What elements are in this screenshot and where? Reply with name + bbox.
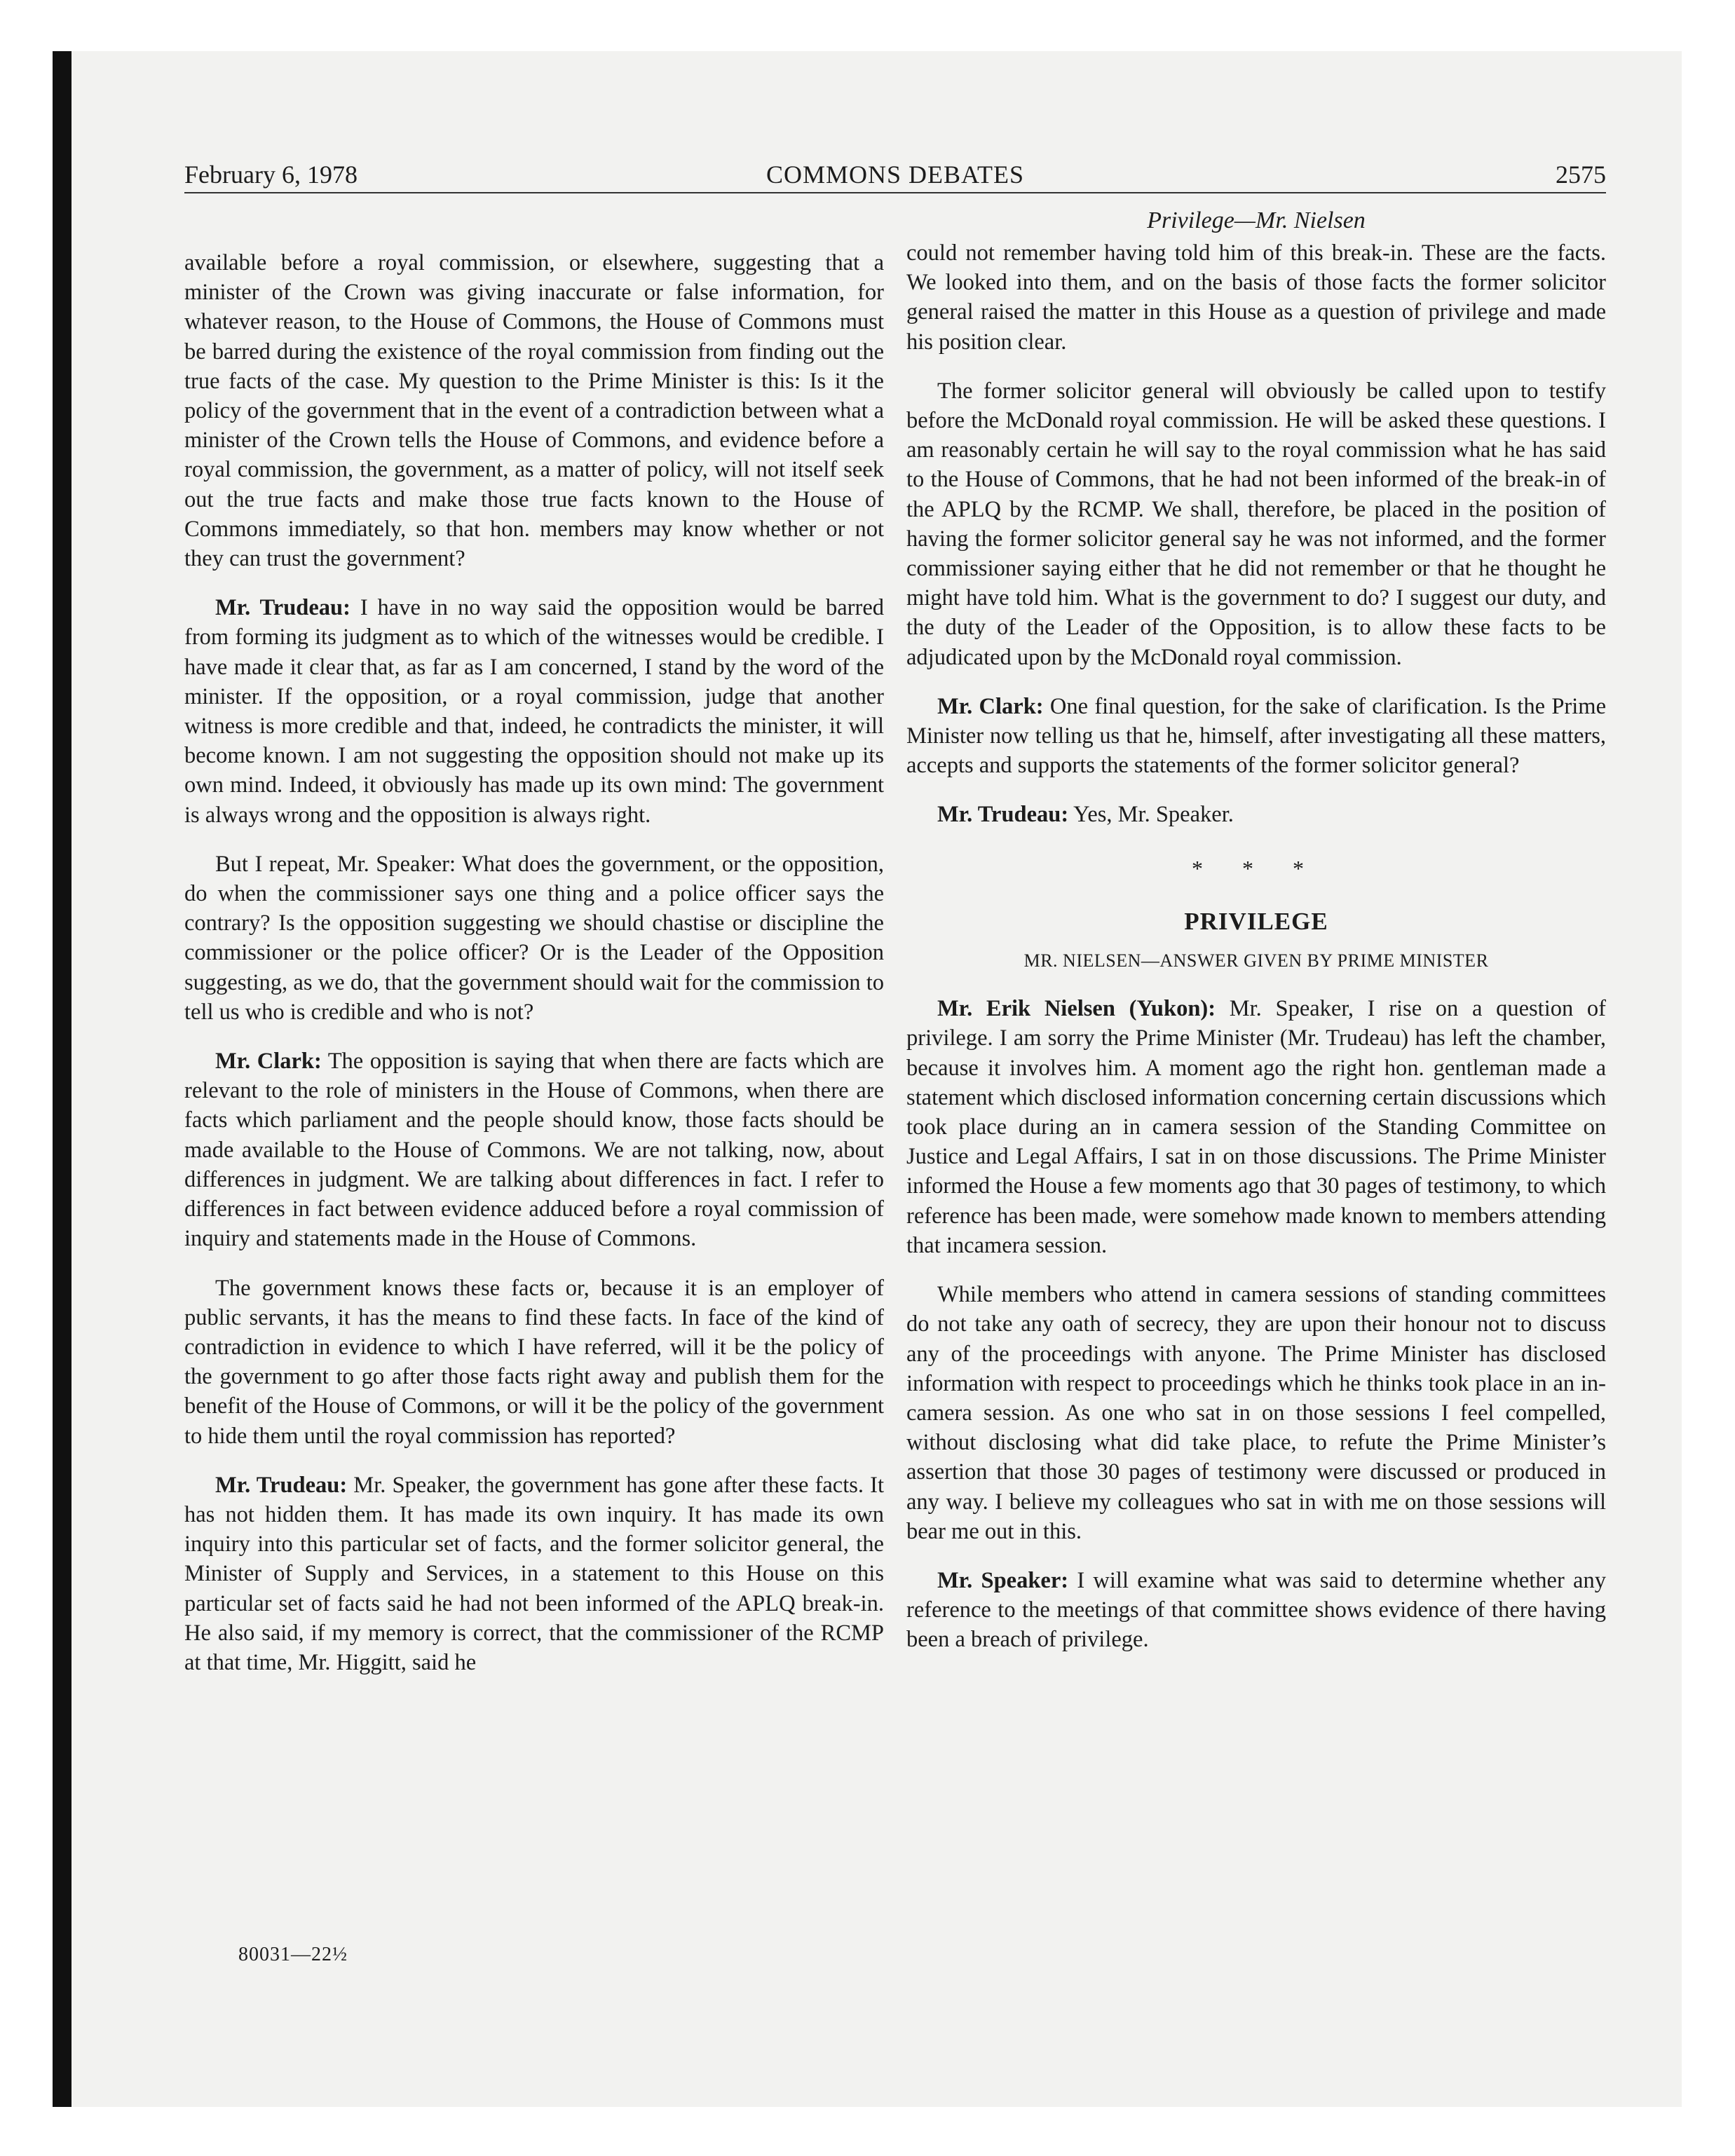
paragraph-text: available before a royal commission, or elsewhere, suggesting that a minister of the Crown was giving inaccurate or false information, for whatever reason, to the House of Commons, the House of Commons must be barred during the existence of the royal commission from finding out the true facts of the case. My question to the Prime Minister is this: Is it the policy of the government that in the event of a contradiction between what a minister of the Crown tells the House of Commons, and evidence before a royal commission, the government, as a matter of policy, will not itself seek out the true facts and make those true facts known to the House of Commons immediately, so that hon. members may know whether or not they can trust the government?	[184, 250, 884, 572]
header-date: February 6, 1978	[184, 161, 358, 189]
paragraph	[184, 1471, 884, 1677]
section-separator: * * *	[1192, 855, 1321, 881]
section-subtitle: MR. NIELSEN—ANSWER GIVEN BY PRIME MINISTER	[1023, 950, 1489, 971]
header-page-number: 2575	[1556, 161, 1606, 189]
paragraph	[184, 850, 884, 1027]
paragraph-text: The opposition is saying that when there are facts which are relevant to the role of ministers in the House of Commons, when there are facts which parliament and the people should know, those facts should be made available to the House of Commons. We are not talking, now, about differences in judgment. We are talking about differences in fact. I refer to differences in fact between evidence adduced before a royal commission of inquiry and statements made in the House of Commons.	[184, 1049, 884, 1252]
speaker-name: Mr. Speaker:	[937, 1567, 1069, 1593]
speaker-name: Mr. Trudeau:	[937, 802, 1069, 828]
paragraph-text: One final question, for the sake of clarification. Is the Prime Minister now telling us that he, himself, after investigating all these matters, accepts and supports the statements of the former solicitor general?	[906, 693, 1606, 779]
paragraph	[906, 994, 1606, 1260]
paragraph	[906, 1280, 1606, 1546]
paragraph	[184, 248, 884, 573]
running-head: Privilege—Mr. Nielsen	[1147, 207, 1366, 233]
paragraph	[906, 1566, 1606, 1655]
speaker-name: Mr. Clark:	[215, 1049, 322, 1074]
paragraph	[184, 1274, 884, 1451]
paragraph	[184, 1046, 884, 1253]
header-title: COMMONS DEBATES	[766, 161, 1025, 189]
speaker-name: Mr. Clark:	[937, 693, 1044, 719]
speaker-name: Mr. Erik Nielsen (Yukon):	[937, 996, 1216, 1022]
paragraph	[906, 800, 1606, 829]
paragraph	[906, 692, 1606, 781]
paragraph-text: But I repeat, Mr. Speaker: What does the government, or the opposition, do when the commissioner says one thing and a police officer says the contrary? Is the opposition suggesting we should chastise or discipline the commissioner or the police officer? Or is the Leader of the Opposition suggesting, as we do, that the government should wait for the commission to tell us who is credible and who is not?	[184, 851, 884, 1025]
paragraph	[906, 238, 1606, 357]
paragraph-text: Mr. Speaker, the government has gone after these facts. It has not hidden them. It has made its own inquiry. It has made its own inquiry into this particular set of facts, and the former solicitor general, the Minister of Supply and Services, in a statement to this House on this particular set of facts said he had not been informed of the APLQ break-in. He also said, if my memory is correct, that the commissioner of the RCMP at that time, Mr. Higgitt, said he	[184, 1472, 884, 1675]
paragraph-text: Mr. Speaker, I rise on a question of privilege. I am sorry the Prime Minister (Mr. Trudeau) has left the chamber, because it involves him. A moment ago the right hon. gentleman made a statement which disclosed information concerning certain discussions which took place during an in camera session of the Standing Committee on Justice and Legal Affairs, I sat in on those discussions. The Prime Minister informed the House a few moments ago that 30 pages of testimony, to which reference has been made, were somehow made known to members attending that incamera session.	[906, 996, 1607, 1258]
paragraph	[906, 376, 1606, 672]
paragraph-text: The former solicitor general will obviously be called upon to testify before the McDonald royal commission. He will be asked these questions. I am reasonably certain he will say to the royal commission what he has said to the House of Commons, that he had not been informed of the break-in of the APLQ by the RCMP. We shall, therefore, be placed in the position of having the former solicitor general say he was not informed, and the former commissioner saying either that he did not remember or that he thought he might have told him. What is the government to do? I suggest our duty, and the duty of the Leader of the Opposition, is to allow these facts to be adjudicated upon by the McDonald royal commission.	[906, 378, 1606, 670]
left-column	[184, 248, 884, 1677]
paragraph-text: I have in no way said the opposition would be barred from forming its judgment as to which of the witnesses would be credible. I have made it clear that, as far as I am concerned, I stand by the word of the minister. If the opposition, or a royal commission, judge that another witness is more credible and that, indeed, he contradicts the minister, it will become known. I am not suggesting the opposition should not make up its own mind. Indeed, it obviously has made up its own mind: The government is always wrong and the opposition is always right.	[184, 595, 884, 828]
paragraph-text: The government knows these facts or, because it is an employer of public servants, it has the means to find these facts. In face of the kind of contradiction in evidence to which I have referred, will it be the policy of the government to go after those facts right away and publish them for the benefit of the House of Commons, or will it be the policy of the government to hide them until the royal commission has reported?	[184, 1275, 884, 1449]
paragraph-text: I will examine what was said to determine whether any reference to the meetings of that committee shows evidence of there having been a breach of privilege.	[906, 1567, 1606, 1653]
page-header	[184, 156, 1606, 193]
paragraph-text: could not remember having told him of this break-in. These are the facts. We looked into them, and on the basis of those facts the former solicitor general raised the matter in this House as a question of privilege and made his position clear.	[906, 240, 1606, 355]
speaker-name: Mr. Trudeau:	[215, 595, 351, 621]
paragraph-text: While members who attend in camera sessions of standing committees do not take any oath of secrecy, they are upon their honour not to discuss any of the proceedings with anyone. The Prime Minister has disclosed information with respect to proceedings which he thinks took place in an in-camera session. As one who sat in on those sessions I feel compelled, without disclosing what did take place, to refute the Prime Minister’s assertion that those 30 pages of testimony were discussed or produced in any way. I believe my colleagues who sat in with me on those sessions will bear me out in this.	[906, 1282, 1606, 1544]
paragraph	[184, 593, 884, 830]
speaker-name: Mr. Trudeau:	[215, 1472, 348, 1498]
section-title: PRIVILEGE	[1184, 907, 1328, 935]
scan-edge-bar	[53, 51, 72, 2107]
right-column	[906, 238, 1606, 1655]
paragraph-text: Yes, Mr. Speaker.	[1068, 802, 1234, 828]
footer-code: 80031—22½	[238, 1944, 348, 1965]
